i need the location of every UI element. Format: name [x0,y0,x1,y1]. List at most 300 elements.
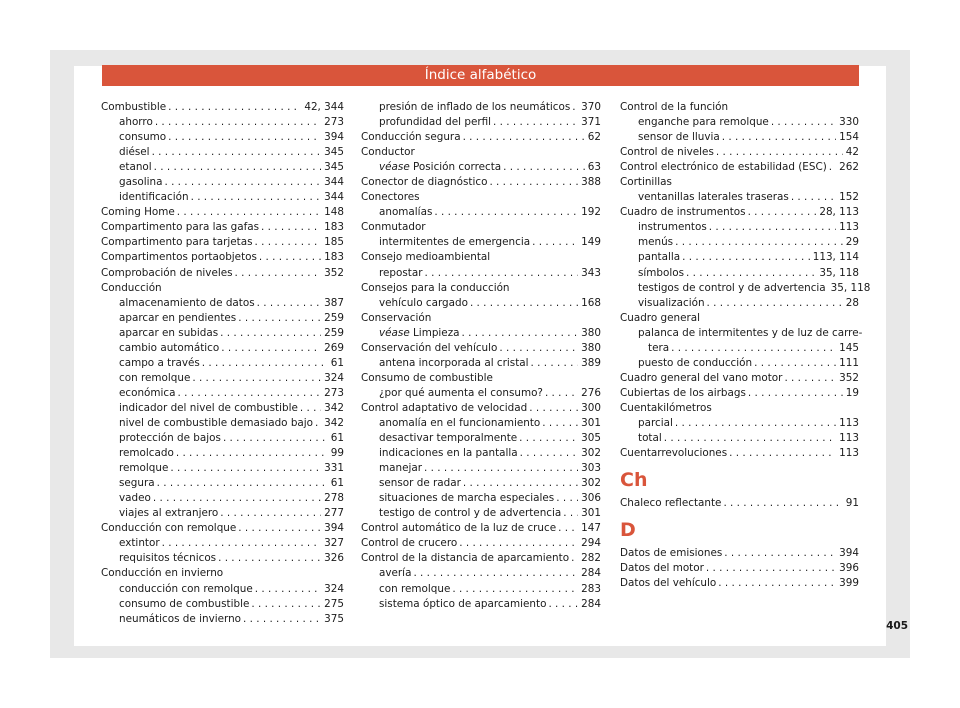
page-ref[interactable]: 269 [324,341,344,354]
dot-leader [424,461,578,476]
page-ref[interactable]: 149 [581,236,601,249]
page-ref[interactable]: 302 [581,477,601,490]
entry-term: Cuentarrevoluciones [620,447,728,460]
dot-leader [162,536,322,551]
index-heading: Conductor [361,146,415,159]
dot-leader [238,311,321,326]
index-entry [361,266,601,281]
dot-leader [191,190,322,205]
page-ref[interactable]: 192 [581,206,601,219]
index-entry [620,266,859,281]
entry-term: anomalía en el funcionamiento [379,416,541,429]
index-heading: palanca de intermitentes y de luz de carre- [638,326,863,339]
index-entry [101,220,344,235]
dot-leader [170,461,321,476]
dot-leader [155,115,321,130]
page-ref[interactable]: 324 [324,371,344,384]
page-ref[interactable]: 305 [581,432,601,445]
index-entry [361,506,601,521]
page-ref[interactable]: 301 [581,507,601,520]
dot-leader [425,266,579,281]
entry-term: menús [638,236,674,249]
index-entry [361,461,601,476]
dot-leader [462,326,579,341]
dot-leader [723,496,842,511]
dot-leader [706,561,836,576]
dot-leader [463,476,578,491]
index-column-1 [101,100,344,627]
index-entry [361,401,601,416]
index-entry [101,356,344,371]
entry-term [379,326,460,341]
dot-leader [153,491,321,506]
entry-term: profundidad del perfil [379,116,492,129]
page-ref[interactable]: 28, 113 [819,206,859,219]
page-ref[interactable]: 147 [581,522,601,535]
dot-leader [686,266,816,281]
dot-leader [724,546,836,561]
dot-leader [251,597,321,612]
dot-leader [223,431,328,446]
index-heading: Cuentakilómetros [620,401,712,414]
page-ref[interactable]: 324 [324,582,344,595]
page-ref[interactable]: 259 [324,326,344,339]
page-ref[interactable]: 61 [330,432,344,445]
entry-term: Compartimentos portaobjetos [101,251,257,264]
entry-term: Chaleco reflectante [620,497,722,510]
index-entry [361,205,601,220]
page-ref[interactable]: 344 [324,191,344,204]
index-entry [620,130,859,145]
page-ref[interactable]: 277 [324,507,344,520]
entry-term: situaciones de marcha especiales [379,492,555,505]
index-entry [101,446,344,461]
dot-leader [177,205,321,220]
index-entry [361,341,601,356]
see-reference: véase [379,326,410,339]
index-entry [101,612,344,627]
entry-term: aparcar en subidas [119,326,219,339]
entry-term: presión de inflado de los neumáticos [379,101,571,113]
entry-term: Cubiertas de los airbags [620,386,746,399]
index-entry [101,401,344,416]
index-entry [620,296,859,311]
page-ref[interactable]: 388 [581,176,601,189]
entry-term: Conector de diagnóstico [361,176,488,189]
index-entry [101,341,344,356]
dot-leader [261,220,321,235]
index-entry [620,250,859,265]
dot-leader [709,220,836,235]
index-entry [101,506,344,521]
page-ref[interactable]: 42, 344 [304,101,344,113]
page-ref[interactable]: 113 [839,447,859,460]
entry-term: intermitentes de emergencia [379,236,531,249]
index-entry [361,235,601,250]
dot-leader [556,491,578,506]
page-ref[interactable]: 326 [324,552,344,565]
entry-term: puesto de conducción [638,356,753,369]
index-entry [620,235,859,250]
index-entry [361,431,601,446]
entry-term: ¿por qué aumenta el consumo? [379,386,543,399]
entry-term: remolcado [119,447,174,460]
entry-term: Conducción con remolque [101,522,237,535]
entry-term: Control electrónico de estabilidad (ESC) [620,161,827,174]
dot-leader [218,551,321,566]
page-ref[interactable]: 168 [581,296,601,309]
entry-term: etanol [119,161,152,174]
dot-leader [157,476,328,491]
page-ref[interactable]: 62 [587,131,601,144]
index-entry [101,551,344,566]
dot-leader [548,597,578,612]
page-ref[interactable]: 300 [581,401,601,414]
dot-leader [238,521,321,536]
entry-term: segura [119,477,155,490]
page-ref[interactable]: 278 [324,492,344,505]
page-ref[interactable]: 154 [839,131,859,144]
entry-term: Conservación del vehículo [361,341,498,354]
dot-leader [168,100,301,115]
entry-term: económica [119,386,176,399]
section-letter-d: D [620,519,636,542]
index-header: Índice alfabético [102,65,859,86]
page-ref[interactable]: 330 [839,116,859,129]
index-entry [101,416,344,431]
index-entry [101,115,344,130]
page-ref[interactable]: 375 [324,612,344,625]
page-ref[interactable]: 113 [839,432,859,445]
index-entry [620,115,859,130]
page-ref[interactable]: 275 [324,597,344,610]
page-ref[interactable]: 91 [845,497,859,510]
index-entry [620,546,859,561]
dot-leader [716,145,843,160]
index-entry [361,416,601,431]
entry-term: indicador del nivel de combustible [119,401,298,414]
page-ref[interactable]: 394 [324,522,344,535]
dot-leader [532,235,578,250]
entry-term: Compartimento para tarjetas [101,236,253,249]
index-heading: Consejos para la conducción [361,281,510,294]
index-entry [361,476,601,491]
entry-term-text: Limpieza [409,326,460,339]
page-ref[interactable]: 394 [839,547,859,560]
dot-leader [503,160,585,175]
page-ref[interactable]: 276 [581,386,601,399]
page-ref[interactable]: 145 [839,341,859,354]
index-heading: Consumo de combustible [361,371,493,384]
page-ref[interactable]: 19 [845,386,859,399]
page-ref[interactable]: 148 [324,206,344,219]
entry-term: Conducción segura [361,131,461,144]
page-ref[interactable]: 306 [581,492,601,505]
page-ref[interactable]: 42 [845,146,859,159]
dot-leader [829,160,836,175]
entry-term: antena incorporada al cristal [379,356,529,369]
dot-leader [558,521,578,536]
page-ref[interactable]: 389 [581,356,601,369]
page-ref[interactable]: 396 [839,562,859,575]
entry-term: nivel de combustible demasiado bajo [119,416,314,429]
index-entry [620,416,859,431]
see-reference: véase [379,161,410,174]
index-entry [620,190,859,205]
index-entry [620,205,859,220]
dot-leader [489,175,578,190]
dot-leader [784,371,836,386]
index-group-c [620,100,871,461]
page-ref[interactable]: 113 [839,221,859,234]
page-ref[interactable]: 61 [330,356,344,369]
entry-term [379,160,501,175]
page-ref[interactable]: 273 [324,386,344,399]
index-entry [101,597,344,612]
page-ref[interactable]: 28 [845,296,859,309]
page-ref[interactable]: 113, 114 [812,251,859,264]
index-entry [361,356,601,371]
entry-term: Combustible [101,101,167,113]
page-ref[interactable]: 29 [845,236,859,249]
dot-leader [675,416,836,431]
dot-leader [499,341,578,356]
index-entry [620,446,859,461]
page-ref[interactable]: 152 [839,191,859,204]
page-ref[interactable]: 283 [581,582,601,595]
index-entry [101,582,344,597]
index-entry [620,371,859,386]
page-ref[interactable]: 262 [839,161,859,174]
index-entry [620,576,859,591]
index-column-2 [361,100,601,612]
entry-term: Datos del motor [620,562,704,575]
index-entry [101,296,344,311]
page-number: 405 [886,620,908,632]
page-ref[interactable]: 344 [324,176,344,189]
entry-term: manejar [379,462,422,475]
index-entry [101,371,344,386]
index-entry [361,597,601,612]
entry-term: Control automático de la luz de cruce [361,522,557,535]
index-entry [101,491,344,506]
index-entry [101,250,344,265]
index-entry [101,100,344,115]
entry-term: vadeo [119,492,151,505]
entry-term: visualización [638,296,705,309]
entry-term: símbolos [638,266,685,279]
entry-term: aparcar en pendientes [119,311,237,324]
dot-leader [220,506,321,521]
index-entry [620,356,859,371]
index-heading: Consejo medioambiental [361,251,491,264]
index-entry [101,205,344,220]
entry-term: identificación [119,191,189,204]
dot-leader [300,401,321,416]
dot-leader [255,582,321,597]
entry-term: remolque [119,462,169,475]
page-ref[interactable]: 282 [581,552,601,565]
entry-term: Comprobación de niveles [101,266,233,279]
page-ref[interactable]: 352 [839,371,859,384]
page-ref[interactable]: 284 [581,597,601,610]
entry-term: campo a través [119,356,200,369]
page-ref[interactable]: 35, 118 [830,281,871,294]
dot-leader [164,175,321,190]
page-ref[interactable]: 331 [324,462,344,475]
entry-term: sensor de lluvia [638,131,720,144]
index-entry [620,561,859,576]
index-heading: Cuadro general [620,311,700,324]
index-entry [361,296,601,311]
entry-term: neumáticos de invierno [119,612,242,625]
index-entry [101,536,344,551]
dot-leader [791,190,836,205]
index-group-d [620,546,859,591]
page-ref[interactable]: 259 [324,311,344,324]
page-ref[interactable]: 345 [324,146,344,159]
dot-leader [754,356,836,371]
index-entry [101,190,344,205]
index-entry [620,386,859,401]
dot-leader [243,612,321,627]
page-ref[interactable]: 387 [324,296,344,309]
page-ref[interactable]: 342 [324,401,344,414]
section-letter-ch: Ch [620,469,648,492]
index-entry [101,266,344,281]
index-entry [361,491,601,506]
index-entry [620,431,859,446]
entry-term: ventanillas laterales traseras [638,191,789,204]
entry-term: consumo de combustible [119,597,250,610]
index-entry [101,130,344,145]
dot-leader [235,266,322,281]
entry-term: requisitos técnicos [119,552,217,565]
page-ref[interactable]: 185 [324,236,344,249]
index-entry [101,145,344,160]
index-heading: Conectores [361,191,420,204]
page-ref[interactable]: 113 [839,416,859,429]
dot-leader [154,160,321,175]
dot-leader [722,130,836,145]
page-ref[interactable]: 61 [330,477,344,490]
page-ref[interactable]: 303 [581,462,601,475]
page-ref[interactable]: 183 [324,221,344,234]
page-ref[interactable]: 380 [581,326,601,339]
page-ref[interactable]: 342 [324,416,344,429]
entry-term: repostar [379,266,423,279]
page-ref[interactable]: 301 [581,416,601,429]
dot-leader [434,205,578,220]
index-entry [101,326,344,341]
entry-term: Cuadro de instrumentos [620,206,746,219]
page-ref[interactable]: 394 [324,131,344,144]
dot-leader [545,386,578,401]
page-ref[interactable]: 63 [587,161,601,174]
index-heading: Conmutador [361,221,426,234]
entry-term-text: Posición correcta [409,161,502,174]
page-ref[interactable]: 35, 118 [819,266,859,279]
dot-leader [729,446,836,461]
page-ref[interactable]: 371 [581,116,601,129]
dot-leader [563,506,578,521]
index-entry [361,551,601,566]
index-entry [101,175,344,190]
dot-leader [220,326,321,341]
page-ref[interactable]: 183 [324,251,344,264]
index-entry [620,281,871,296]
dot-leader [221,341,321,356]
page-ref[interactable]: 327 [324,537,344,550]
entry-term: con remolque [379,582,451,595]
entry-term: ahorro [119,116,153,129]
entry-term: Control adaptativo de velocidad [361,401,528,414]
entry-term: enganche para remolque [638,116,769,129]
index-entry [101,431,344,446]
index-entry [620,496,859,511]
index-heading: Conducción [101,281,162,294]
entry-term: Control de la distancia de aparcamiento [361,552,570,565]
dot-leader [707,296,843,311]
entry-term: sensor de radar [379,477,461,490]
entry-term: pantalla [638,251,681,264]
entry-term: Control de niveles [620,146,714,159]
index-heading: Conservación [361,311,432,324]
page-ref[interactable]: 284 [581,567,601,580]
page-ref[interactable]: 294 [581,537,601,550]
index-heading: Conducción en invierno [101,567,224,580]
index-entry [101,160,344,175]
index-entry [361,100,601,115]
page-ref[interactable]: 370 [581,101,601,113]
dot-leader [542,416,578,431]
index-entry [620,341,859,356]
dot-leader [257,296,322,311]
index-group-ch [620,496,859,511]
dot-leader [675,235,843,250]
dot-leader [748,386,843,401]
entry-term: Datos de emisiones [620,547,723,560]
dot-leader [470,296,578,311]
page-ref[interactable]: 352 [324,266,344,279]
page-ref[interactable]: 399 [839,577,859,590]
page-ref[interactable]: 380 [581,341,601,354]
dot-leader [178,386,322,401]
dot-leader [459,536,578,551]
entry-term: con remolque [119,371,191,384]
entry-term: gasolina [119,176,163,189]
dot-leader [771,115,836,130]
page-ref[interactable]: 273 [324,116,344,129]
entry-term: Control de crucero [361,537,458,550]
dot-leader [176,446,328,461]
entry-term: vehículo cargado [379,296,468,309]
index-entry [620,145,859,160]
entry-term: almacenamiento de datos [119,296,255,309]
page-ref[interactable]: 302 [581,447,601,460]
entry-term: instrumentos [638,221,707,234]
entry-term: Datos del vehículo [620,577,717,590]
entry-term: extintor [119,537,160,550]
dot-leader [168,130,321,145]
entry-term: desactivar temporalmente [379,432,518,445]
page-ref[interactable]: 345 [324,161,344,174]
entry-term: parcial [638,416,673,429]
entry-term: cambio automático [119,341,220,354]
page-ref[interactable]: 343 [581,266,601,279]
page-ref[interactable]: 111 [839,356,859,369]
page-ref[interactable]: 99 [330,447,344,460]
